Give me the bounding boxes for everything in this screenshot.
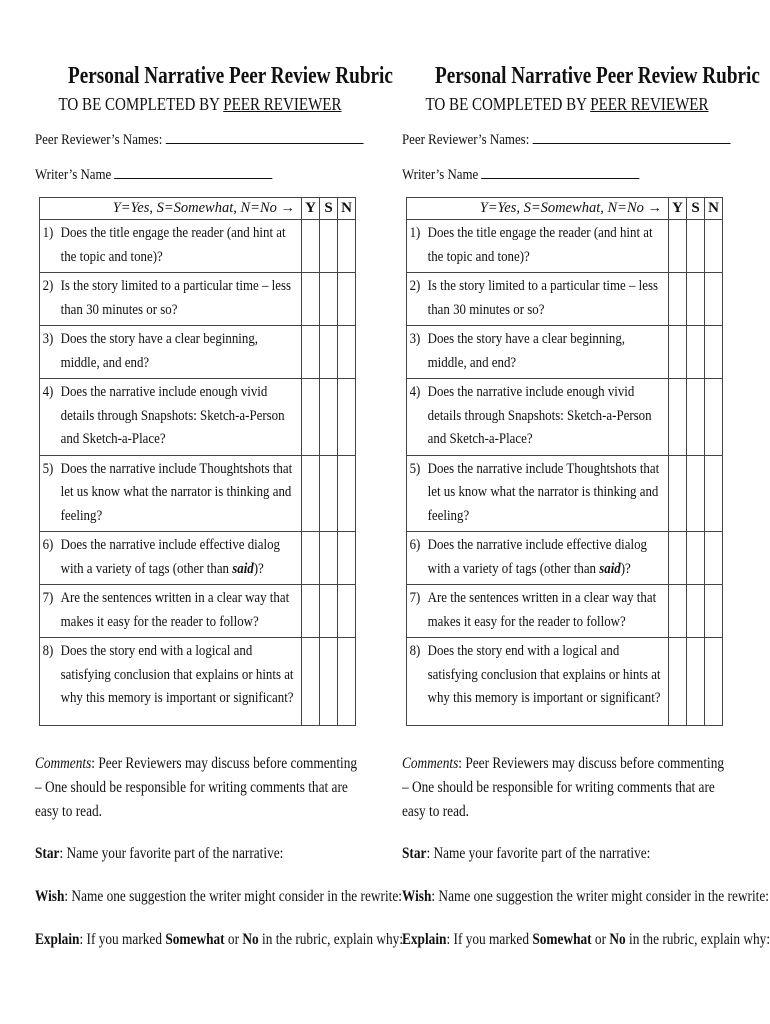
explain-prompt [402,929,770,951]
star-prompt [35,843,365,865]
subtitle-prefix: TO BE COMPLETED BY [425,94,591,114]
col-somewhat: S [687,198,705,220]
rubric-question-row [407,379,723,456]
question-cell [407,326,669,379]
question-cell [407,455,669,532]
question-text: Are the sentences written in a clear way that makes it easy for the reader to follow? [60,590,290,630]
rubric-question-row [407,585,723,638]
comments-instructions [35,752,365,824]
rating-cell-somewhat[interactable] [687,585,705,638]
comments-label: Comments [402,755,459,772]
question-number: 2) [409,278,421,294]
rating-cell-somewhat[interactable] [687,273,705,326]
wish-prompt [35,886,403,908]
arrow-right-icon: → [647,200,662,216]
rating-cell-yes[interactable] [669,220,687,273]
rubric-copy-right [402,0,770,951]
rubric-question-row [40,532,356,585]
question-text: Does the story end with a logical and satisfying conclusion that explains or hints at why this memory is important or significant? [60,643,294,706]
rating-cell-no[interactable] [338,273,356,326]
rubric-question-row [407,455,723,532]
rating-cell-yes[interactable] [669,326,687,379]
rubric-question-row [407,326,723,379]
writer-name-line[interactable] [114,163,272,179]
question-number: 2) [42,278,54,294]
question-cell [407,220,669,273]
rating-cell-somewhat[interactable] [320,638,338,726]
rating-cell-no[interactable] [705,455,723,532]
question-cell [407,532,669,585]
explain-text-2: in the rubric, explain why: [625,931,770,948]
explain-label: Explain [35,931,80,948]
rating-cell-no[interactable] [338,638,356,726]
comments-text: : Peer Reviewers may discuss before commenting – One should be responsible for writing comments that are easy to read. [402,755,725,820]
rating-key-text: Y=Yes, S=Somewhat, N=No [112,200,277,216]
question-number: 7) [42,590,54,606]
subtitle-underlined: PEER REVIEWER [590,94,709,114]
question-cell [407,585,669,638]
question-number: 5) [42,460,54,477]
rubric-question-row [40,585,356,638]
rubric-copy-left [35,0,404,951]
rubric-question-row [40,455,356,532]
question-number: 4) [42,384,54,400]
question-number: 4) [409,384,421,400]
star-text: : Name your favorite part of the narrative: [59,845,284,862]
rubric-question-row [407,638,723,726]
rating-cell-somewhat[interactable] [320,273,338,326]
question-cell [40,379,302,456]
rubric-header-row [407,198,723,220]
col-no: N [338,198,356,220]
rating-cell-yes[interactable] [669,273,687,326]
rating-cell-no[interactable] [338,220,356,273]
rating-cell-no[interactable] [705,326,723,379]
peer-reviewer-names-field[interactable] [35,128,319,148]
rating-cell-no[interactable] [705,638,723,726]
rubric-table [39,197,356,726]
explain-prompt [35,929,404,951]
question-text: Does the narrative include Thoughtshots that let us know what the narrator is thinking and feeling? [427,460,660,524]
star-label: Star [35,845,60,862]
question-text: Does the narrative include enough vivid details through Snapshots: Sketch-a-Person and Sketch-a-Place? [60,384,285,447]
question-number: 1) [409,225,421,241]
rating-cell-somewhat[interactable] [320,532,338,585]
comments-instructions [402,752,732,824]
rubric-header-row [40,198,356,220]
question-text-end: )? [620,560,631,577]
question-cell [40,220,302,273]
question-number: 3) [42,331,54,347]
question-number: 6) [42,537,54,553]
subtitle-prefix: TO BE COMPLETED BY [58,94,224,114]
rubric-question-row [40,379,356,456]
rubric-title: Personal Narrative Peer Review Rubric [68,63,393,89]
rating-cell-somewhat[interactable] [687,638,705,726]
arrow-right-icon: → [280,200,295,216]
rating-cell-somewhat[interactable] [687,326,705,379]
rating-cell-no[interactable] [338,585,356,638]
rubric-question-row [407,532,723,585]
rating-cell-no[interactable] [338,532,356,585]
rating-cell-yes[interactable] [302,455,320,532]
question-text: Does the narrative include enough vivid details through Snapshots: Sketch-a-Person and Sketch-a-Place? [427,384,652,447]
explain-text-1: : If you marked [446,931,533,948]
rating-cell-somewhat[interactable] [687,379,705,456]
explain-somewhat: Somewhat [165,931,225,948]
rating-cell-no[interactable] [338,326,356,379]
rating-cell-no[interactable] [705,220,723,273]
rating-cell-no[interactable] [338,455,356,532]
rating-cell-yes[interactable] [302,220,320,273]
wish-label: Wish [35,888,65,905]
explain-text-2: in the rubric, explain why: [258,931,404,948]
question-text: Does the narrative include effective dialog with a variety of tags (other than [427,537,647,577]
rubric-subtitle [425,93,709,115]
rating-cell-yes[interactable] [669,638,687,726]
rating-cell-no[interactable] [705,532,723,585]
question-number: 6) [409,537,421,553]
writer-name-label: Writer’s Name [35,167,112,183]
rating-cell-yes[interactable] [669,379,687,456]
question-number: 3) [409,331,421,347]
rubric-question-row [40,273,356,326]
rating-key [407,198,669,220]
rubric-question-row [40,220,356,273]
rating-key [40,198,302,220]
question-text: Does the narrative include Thoughtshots that let us know what the narrator is thinking and feeling? [60,460,293,524]
rating-cell-no[interactable] [705,379,723,456]
wish-text: : Name one suggestion the writer might consider in the rewrite: [64,888,403,905]
explain-somewhat: Somewhat [532,931,592,948]
rating-cell-somewhat[interactable] [687,220,705,273]
col-yes: Y [302,198,320,220]
rubric-question-row [407,220,723,273]
question-number: 8) [409,643,421,659]
question-number: 8) [42,643,54,659]
explain-no: No [609,931,626,948]
rating-key-text: Y=Yes, S=Somewhat, N=No [479,200,644,216]
rating-cell-somewhat[interactable] [320,585,338,638]
question-cell [40,532,302,585]
question-text: Is the story limited to a particular time – less than 30 minutes or so? [427,278,658,318]
rubric-question-row [40,638,356,726]
question-text: Does the title engage the reader (and hint at the topic and tone)? [427,225,653,265]
wish-prompt [402,886,770,908]
col-no: N [705,198,723,220]
rating-cell-somewhat[interactable] [320,455,338,532]
rubric-question-row [40,326,356,379]
subtitle-underlined: PEER REVIEWER [223,94,342,114]
explain-or: or [591,931,610,948]
col-somewhat: S [320,198,338,220]
explain-text-1: : If you marked [79,931,166,948]
question-number: 7) [409,590,421,606]
writer-name-line[interactable] [481,163,639,179]
rating-cell-somewhat[interactable] [320,379,338,456]
question-text: Does the story end with a logical and satisfying conclusion that explains or hints at why this memory is important or significant? [427,643,661,706]
question-cell [40,585,302,638]
writer-name-field[interactable] [402,163,686,183]
question-cell [407,638,669,726]
rating-cell-yes[interactable] [302,532,320,585]
explain-no: No [242,931,259,948]
question-cell [407,379,669,456]
peer-reviewer-line[interactable] [533,128,731,144]
explain-or: or [224,931,243,948]
question-text: Does the narrative include effective dialog with a variety of tags (other than [60,537,280,577]
question-cell [40,273,302,326]
rating-cell-somewhat[interactable] [687,455,705,532]
rating-cell-somewhat[interactable] [320,220,338,273]
comments-label: Comments [35,755,92,772]
comments-text: : Peer Reviewers may discuss before commenting – One should be responsible for writing comments that are easy to read. [35,755,358,820]
question-text: Does the story have a clear beginning, middle, and end? [60,331,259,371]
peer-reviewer-label: Peer Reviewer’s Names: [402,132,530,148]
peer-reviewer-label: Peer Reviewer’s Names: [35,132,163,148]
question-cell [407,273,669,326]
question-number: 1) [42,225,54,241]
rating-cell-yes[interactable] [302,638,320,726]
rating-cell-yes[interactable] [669,585,687,638]
rating-cell-yes[interactable] [302,273,320,326]
question-text: Are the sentences written in a clear way that makes it easy for the reader to follow? [427,590,657,630]
question-text: Does the story have a clear beginning, middle, and end? [427,331,626,371]
col-yes: Y [669,198,687,220]
peer-reviewer-names-field[interactable] [402,128,686,148]
rubric-question-row [407,273,723,326]
question-emphasis: said [599,560,621,577]
rating-cell-yes[interactable] [302,379,320,456]
rating-cell-yes[interactable] [669,532,687,585]
star-prompt [402,843,732,865]
writer-name-field[interactable] [35,163,319,183]
rating-cell-no[interactable] [705,585,723,638]
question-cell [40,638,302,726]
rating-cell-somewhat[interactable] [320,326,338,379]
rating-cell-no[interactable] [705,273,723,326]
wish-text: : Name one suggestion the writer might consider in the rewrite: [431,888,770,905]
rating-cell-yes[interactable] [302,585,320,638]
rating-cell-yes[interactable] [669,455,687,532]
star-label: Star [402,845,427,862]
rubric-title: Personal Narrative Peer Review Rubric [435,63,760,89]
question-number: 5) [409,460,421,477]
rating-cell-somewhat[interactable] [687,532,705,585]
writer-name-label: Writer’s Name [402,167,479,183]
question-cell [40,326,302,379]
explain-label: Explain [402,931,447,948]
question-cell [40,455,302,532]
peer-reviewer-line[interactable] [166,128,364,144]
question-text-end: )? [253,560,264,577]
question-text: Is the story limited to a particular time – less than 30 minutes or so? [60,278,291,318]
star-text: : Name your favorite part of the narrative: [426,845,651,862]
question-text: Does the title engage the reader (and hint at the topic and tone)? [60,225,286,265]
rating-cell-no[interactable] [338,379,356,456]
question-emphasis: said [232,560,254,577]
rating-cell-yes[interactable] [302,326,320,379]
wish-label: Wish [402,888,432,905]
rubric-table [406,197,723,726]
rubric-subtitle [58,93,342,115]
